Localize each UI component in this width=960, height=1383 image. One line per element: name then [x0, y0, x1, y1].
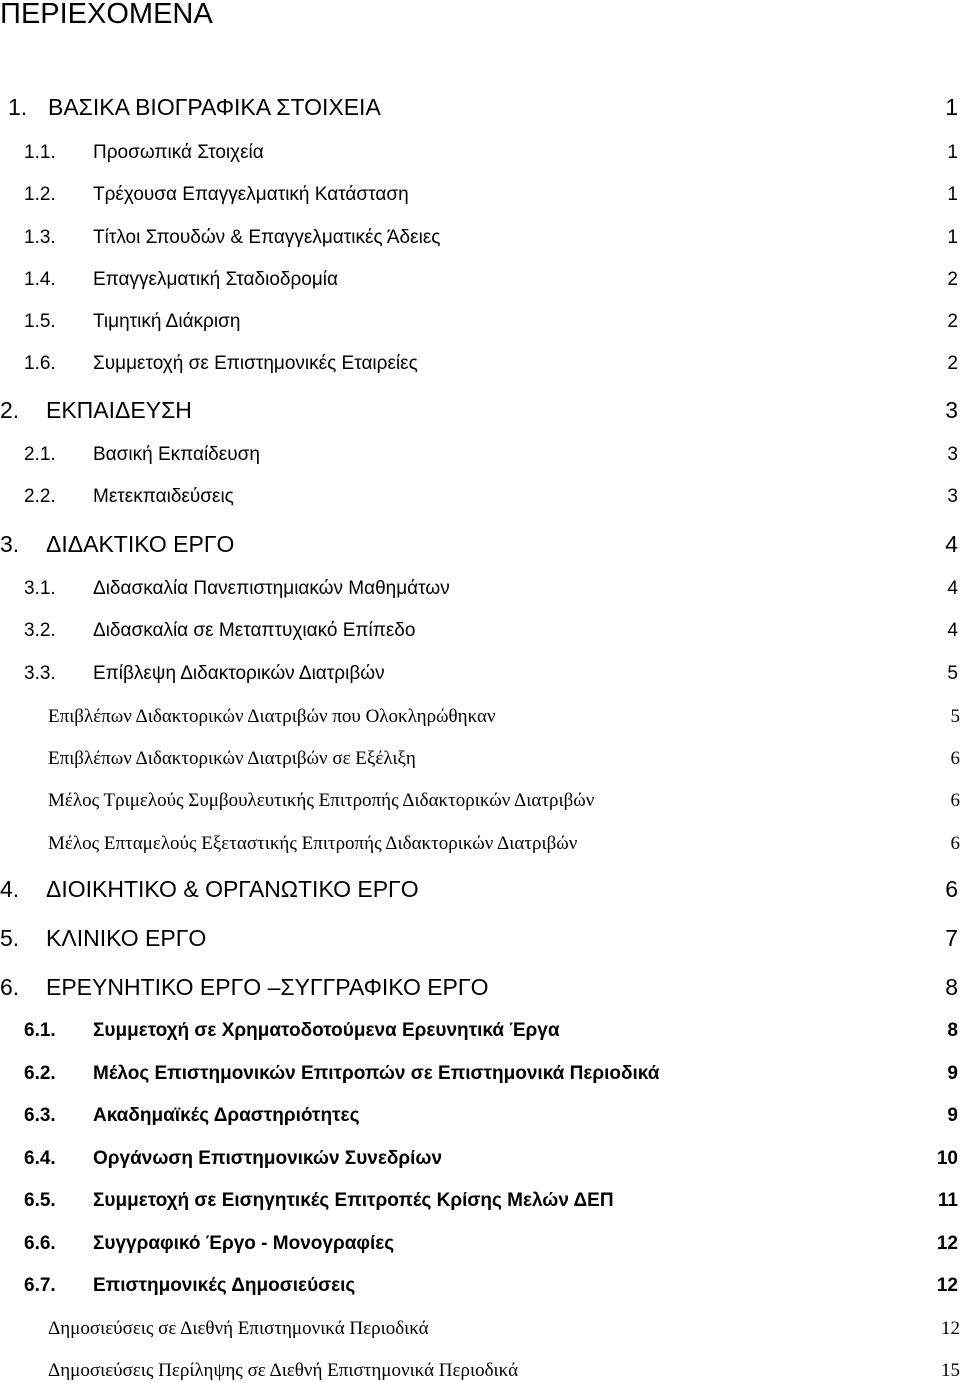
toc-entry-number: 1.5.: [24, 311, 56, 332]
toc-entry-page: 15: [941, 1360, 960, 1381]
toc-entry-label: ΕΚΠΑΙΔΕΥΣΗ: [46, 397, 192, 423]
toc-entry-number: 1.1.: [24, 142, 56, 163]
toc-entry-page: 1: [947, 184, 958, 205]
toc-entry-page: 5: [950, 706, 960, 727]
toc-entry-number: 4.: [0, 876, 20, 902]
toc-entry-label: ΒΑΣΙΚΑ ΒΙΟΓΡΑΦΙΚΑ ΣΤΟΙΧΕΙΑ: [48, 94, 381, 120]
toc-entry-number: 6.5.: [24, 1190, 56, 1211]
toc-entry-label: Μέλος Τριμελούς Συμβουλευτικής Επιτροπής Διδακτορικών Διατριβών: [48, 790, 595, 811]
toc-entry-number: 6.2.: [24, 1063, 56, 1084]
toc-entry-label: Μετεκπαιδεύσεις: [93, 486, 234, 507]
toc-entry-number: 2.1.: [24, 444, 56, 465]
toc-entry-label: Βασική Εκπαίδευση: [93, 444, 260, 465]
toc-entry-page: 6: [950, 748, 960, 769]
toc-entry-number: 3.: [0, 531, 20, 557]
toc-entry-label: Τιμητική Διάκριση: [93, 311, 241, 332]
page-title: ΠΕΡΙΕΧΟΜΕΝΑ: [0, 0, 213, 30]
toc-entry-number: 6.: [0, 974, 20, 1000]
toc-entry-label: ΚΛΙΝΙΚΟ ΕΡΓΟ: [46, 925, 207, 951]
toc-entry-label: Διδασκαλία σε Μεταπτυχιακό Επίπεδο: [93, 620, 416, 641]
toc-entry-number: 1.3.: [24, 227, 56, 248]
toc-entry-label: Μέλος Επταμελούς Εξεταστικής Επιτροπής Διδακτορικών Διατριβών: [48, 833, 578, 854]
toc-entry-page: 2: [947, 269, 958, 290]
toc-entry-page: 10: [936, 1148, 958, 1169]
toc-entry-page: 5: [947, 663, 958, 684]
toc-entry-label: Συμμετοχή σε Χρηματοδοτούμενα Ερευνητικά Έργα: [93, 1020, 560, 1041]
toc-entry-number: 3.3.: [24, 663, 56, 684]
toc-entry-page: 2: [947, 353, 958, 374]
toc-entry-label: Διδασκαλία Πανεπιστημιακών Μαθημάτων: [93, 578, 450, 599]
toc-entry-number: 6.7.: [24, 1275, 56, 1296]
toc-entry-label: Ακαδημαϊκές Δραστηριότητες: [93, 1105, 360, 1126]
toc-entry-label: Τίτλοι Σπουδών & Επαγγελματικές Άδειες: [93, 227, 441, 248]
toc-entry-number: 6.4.: [24, 1148, 56, 1169]
toc-entry-page: 12: [936, 1275, 958, 1296]
toc-entry-page: 7: [945, 925, 958, 951]
toc-entry-page: 4: [947, 578, 958, 599]
toc-entry-label: Επιβλέπων Διδακτορικών Διατριβών σε Εξέλιξη: [48, 748, 416, 769]
toc-entry-label: Μέλος Επιστημονικών Επιτροπών σε Επιστημονικά Περιοδικά: [93, 1063, 660, 1084]
toc-entry-number: 3.2.: [24, 620, 56, 641]
toc-entry-label: Συμμετοχή σε Επιστημονικές Εταιρείες: [93, 353, 418, 374]
toc-entry-number: 2.: [0, 397, 20, 423]
toc-entry-page: 9: [947, 1063, 958, 1084]
toc-entry-page: 4: [947, 620, 958, 641]
toc-entry-page: 1: [945, 94, 958, 120]
toc-entry-page: 1: [947, 227, 958, 248]
toc-entry-label: ΕΡΕΥΝΗΤΙΚΟ ΕΡΓΟ –ΣΥΓΓΡΑΦΙΚΟ ΕΡΓΟ: [46, 974, 489, 1000]
toc-entry-label: Επιστημονικές Δημοσιεύσεις: [93, 1275, 356, 1296]
toc-entry-number: 2.2.: [24, 486, 56, 507]
toc-entry-label: Οργάνωση Επιστημονικών Συνεδρίων: [93, 1148, 443, 1169]
toc-entry-number: 1.6.: [24, 353, 56, 374]
toc-entry-page: 3: [947, 444, 958, 465]
toc-entry-page: 6: [950, 790, 960, 811]
toc-entry-number: 6.3.: [24, 1105, 56, 1126]
toc-entry-page: 4: [945, 531, 958, 557]
toc-entry-number: 1.4.: [24, 269, 56, 290]
toc-entry-label: Προσωπικά Στοιχεία: [93, 142, 264, 163]
toc-entry-number: 1.2.: [24, 184, 56, 205]
toc-entry-label: ΔΙΔΑΚΤΙΚΟ ΕΡΓΟ: [46, 531, 235, 557]
toc-entry-page: 8: [945, 974, 958, 1000]
toc-entry-label: Τρέχουσα Επαγγελματική Κατάσταση: [93, 184, 409, 205]
toc-entry-number: 6.1.: [24, 1020, 56, 1041]
toc-entry-label: Συμμετοχή σε Εισηγητικές Επιτροπές Κρίσης Μελών ΔΕΠ: [93, 1190, 614, 1211]
toc-entry-page: 3: [945, 397, 958, 423]
toc-entry-label: ΔΙΟΙΚΗΤΙΚΟ & ΟΡΓΑΝΩΤΙΚΟ ΕΡΓΟ: [46, 876, 419, 902]
toc-entry-page: 12: [936, 1233, 958, 1254]
toc-entry-page: 9: [947, 1105, 958, 1126]
toc-entry-label: Δημοσιεύσεις σε Διεθνή Επιστημονικά Περιοδικά: [48, 1318, 429, 1339]
toc-entry-page: 11: [937, 1190, 958, 1211]
toc-entry-page: 6: [945, 876, 958, 902]
toc-entry-label: Επίβλεψη Διδακτορικών Διατριβών: [93, 663, 385, 684]
toc-entry-page: 8: [947, 1020, 958, 1041]
toc-entry-page: 1: [947, 142, 958, 163]
toc-entry-page: 12: [941, 1318, 960, 1339]
toc-entry-page: 3: [947, 486, 958, 507]
toc-entry-label: Συγγραφικό Έργο - Μονογραφίες: [93, 1233, 395, 1254]
toc-entry-number: 5.: [0, 925, 20, 951]
toc-entry-label: Επαγγελματική Σταδιοδρομία: [93, 269, 338, 290]
toc-entry-page: 2: [947, 311, 958, 332]
toc-entry-label: Επιβλέπων Διδακτορικών Διατριβών που Ολοκληρώθηκαν: [48, 706, 496, 727]
toc-entry-page: 6: [950, 833, 960, 854]
toc-entry-number: 1.: [8, 94, 28, 120]
toc-entry-number: 6.6.: [24, 1233, 56, 1254]
toc-entry-label: Δημοσιεύσεις Περίληψης σε Διεθνή Επιστημονικά Περιοδικά: [48, 1360, 519, 1381]
toc-entry-number: 3.1.: [24, 578, 56, 599]
